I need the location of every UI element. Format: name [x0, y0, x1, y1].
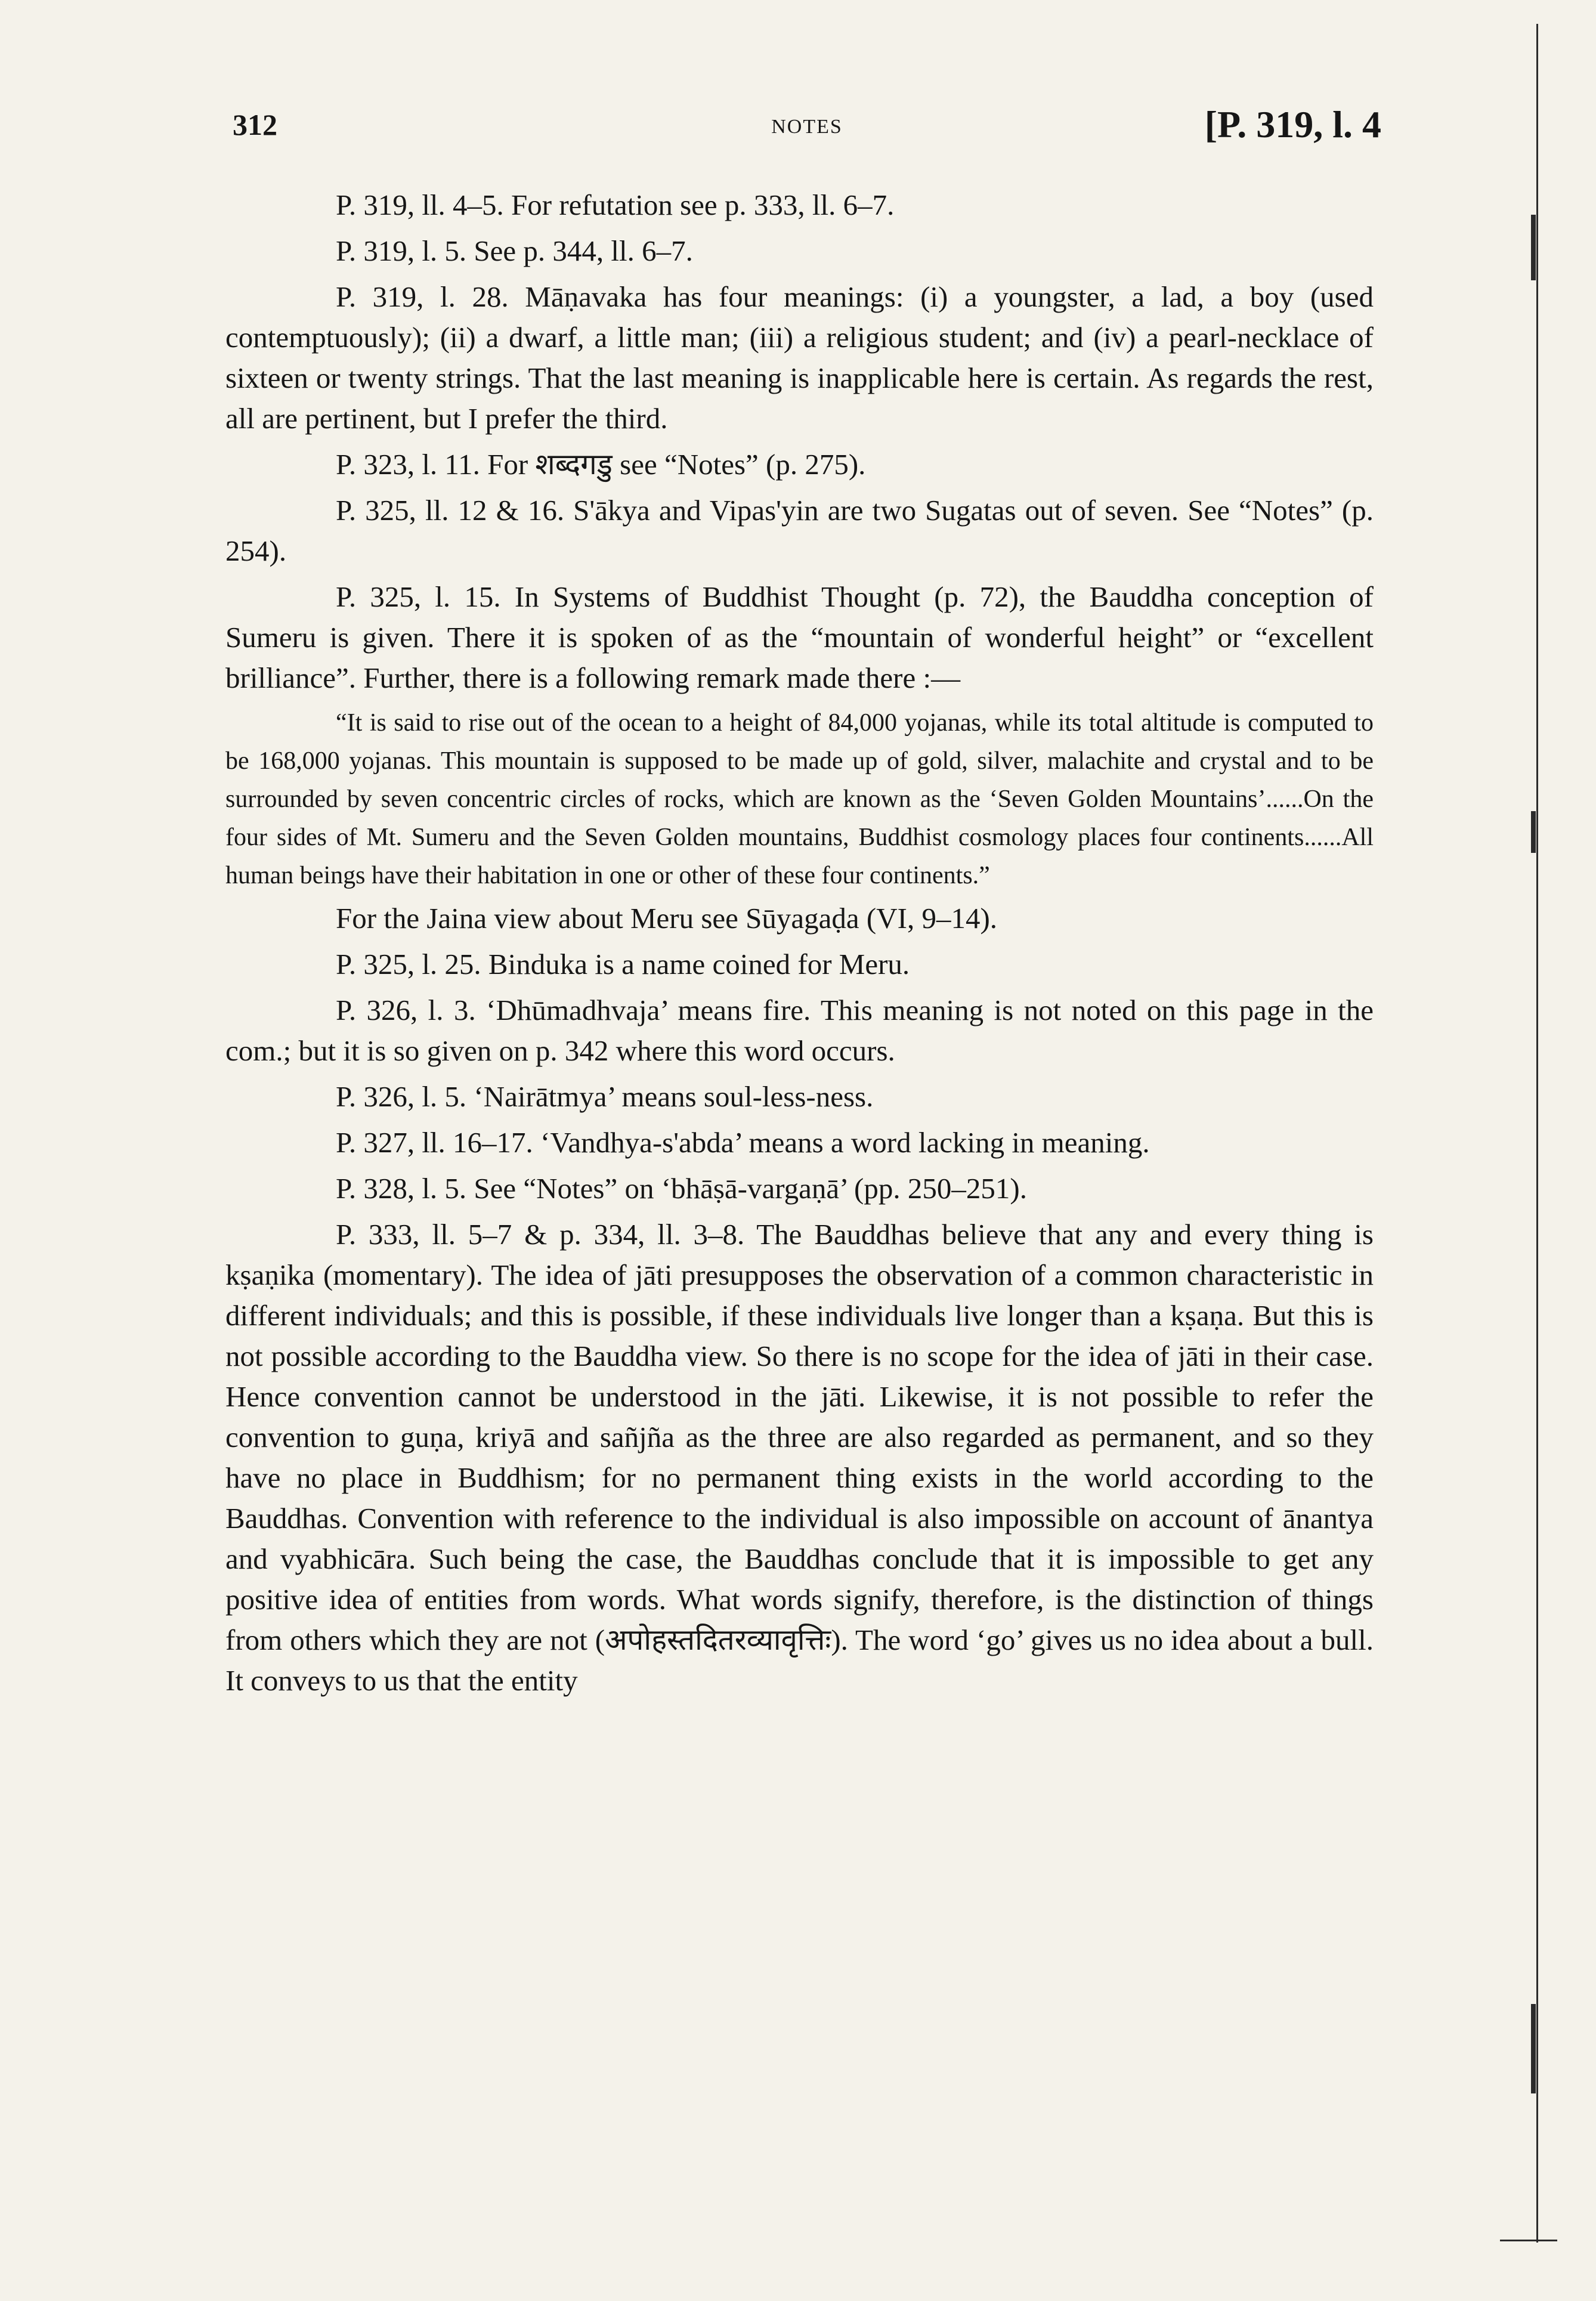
- note-paragraph: P. 328, l. 5. See “Notes” on ‘bhāṣā-vargaṇā’ (pp. 250–251).: [336, 1172, 1027, 1205]
- note-paragraph: P. 333, ll. 5–7 & p. 334, ll. 3–8. The Bauddhas believe that any and every thing is kṣaṇika (momentary). The idea of jāti presupposes the observation of a common characteristic in different individuals; and this is possible, if these individuals live longer than a kṣaṇa. But this is not possible according to the Bauddha view. So there is no scope for the idea of jāti in their case. Hence convention cannot be understood in the jāti. Likewise, it is not possible to refer the convention to guṇa, kriyā and sañjña as the three are also regarded as permanent, and so they have no place in Buddhism; for no permanent thing exists in the world according to the Bauddhas. Convention with reference to the individual is also impossible on account of ānantya and vyabhicāra. Such being the case, the Bauddhas conclude that it is impossible to get any positive idea of entities from words. What words signify, therefore, is the distinction of things from others which they are not (अपोहस्तदितरव्यावृत्तिः). The word ‘go’ gives us no idea about a bull. It conveys to us that the entity: [225, 1218, 1374, 1697]
- note-paragraph: For the Jaina view about Meru see Sūyagaḍa (VI, 9–14).: [336, 902, 998, 935]
- block-quote: “It is said to rise out of the ocean to a height of 84,000 yojanas, while its total altitude is computed to be 168,000 yojanas. This mountain is supposed to be made up of gold, silver, malachite and crystal and to be surrounded by seven concentric circles of rocks, which are known as the ‘Seven Golden Mountains’......On the four sides of Mt. Sumeru and the Seven Golden mountains, Buddhist cosmology places four continents......All human beings have their habitation in one or other of these four continents.”: [225, 709, 1374, 889]
- note-paragraph: P. 326, l. 5. ‘Nairātmya’ means soul-less-ness.: [336, 1080, 874, 1113]
- edge-mark: [1531, 811, 1536, 853]
- note-paragraph: P. 319, l. 5. See p. 344, ll. 6–7.: [336, 234, 693, 267]
- note-paragraph: P. 325, l. 15. In Systems of Buddhist Thought (p. 72), the Bauddha conception of Sumeru is given. There it is spoken of as the “mountain of wonderful height” or “excellent brilliance”. Further, there is a following remark made there :—: [225, 580, 1374, 694]
- page-header: [233, 103, 1381, 149]
- note-paragraph: P. 319, ll. 4–5. For refutation see p. 333, ll. 6–7.: [336, 188, 895, 221]
- note-paragraph: P. 325, ll. 12 & 16. S'ākya and Vipas'yin are two Sugatas out of seven. See “Notes” (p. 254).: [225, 494, 1374, 567]
- note-paragraph: P. 323, l. 11. For शब्दगडु see “Notes” (p. 275).: [336, 448, 866, 481]
- page-number: 312: [233, 108, 277, 141]
- note-paragraph: P. 325, l. 25. Binduka is a name coined for Meru.: [336, 948, 910, 981]
- edge-mark: [1531, 2004, 1536, 2093]
- edge-mark: [1531, 215, 1536, 280]
- binding-edge-foot: [1500, 2240, 1557, 2241]
- note-paragraph: P. 319, l. 28. Māṇavaka has four meanings: (i) a youngster, a lad, a boy (used contemptuously); (ii) a dwarf, a little man; (iii) a religious student; and (iv) a pearl-necklace of sixteen or twenty strings. That the last meaning is inapplicable here is certain. As regards the rest, all are pertinent, but I prefer the third.: [225, 280, 1374, 435]
- page-reference: [P. 319, l. 4: [1204, 103, 1381, 146]
- binding-edge-rule: [1536, 24, 1538, 2243]
- notes-body: [225, 185, 1374, 1706]
- note-paragraph: P. 326, l. 3. ‘Dhūmadhvaja’ means fire. This meaning is not noted on this page in the com.; but it is so given on p. 342 where this word occurs.: [225, 994, 1374, 1067]
- running-title: NOTES: [771, 116, 843, 138]
- note-paragraph: P. 327, ll. 16–17. ‘Vandhya-s'abda’ means a word lacking in meaning.: [336, 1126, 1150, 1159]
